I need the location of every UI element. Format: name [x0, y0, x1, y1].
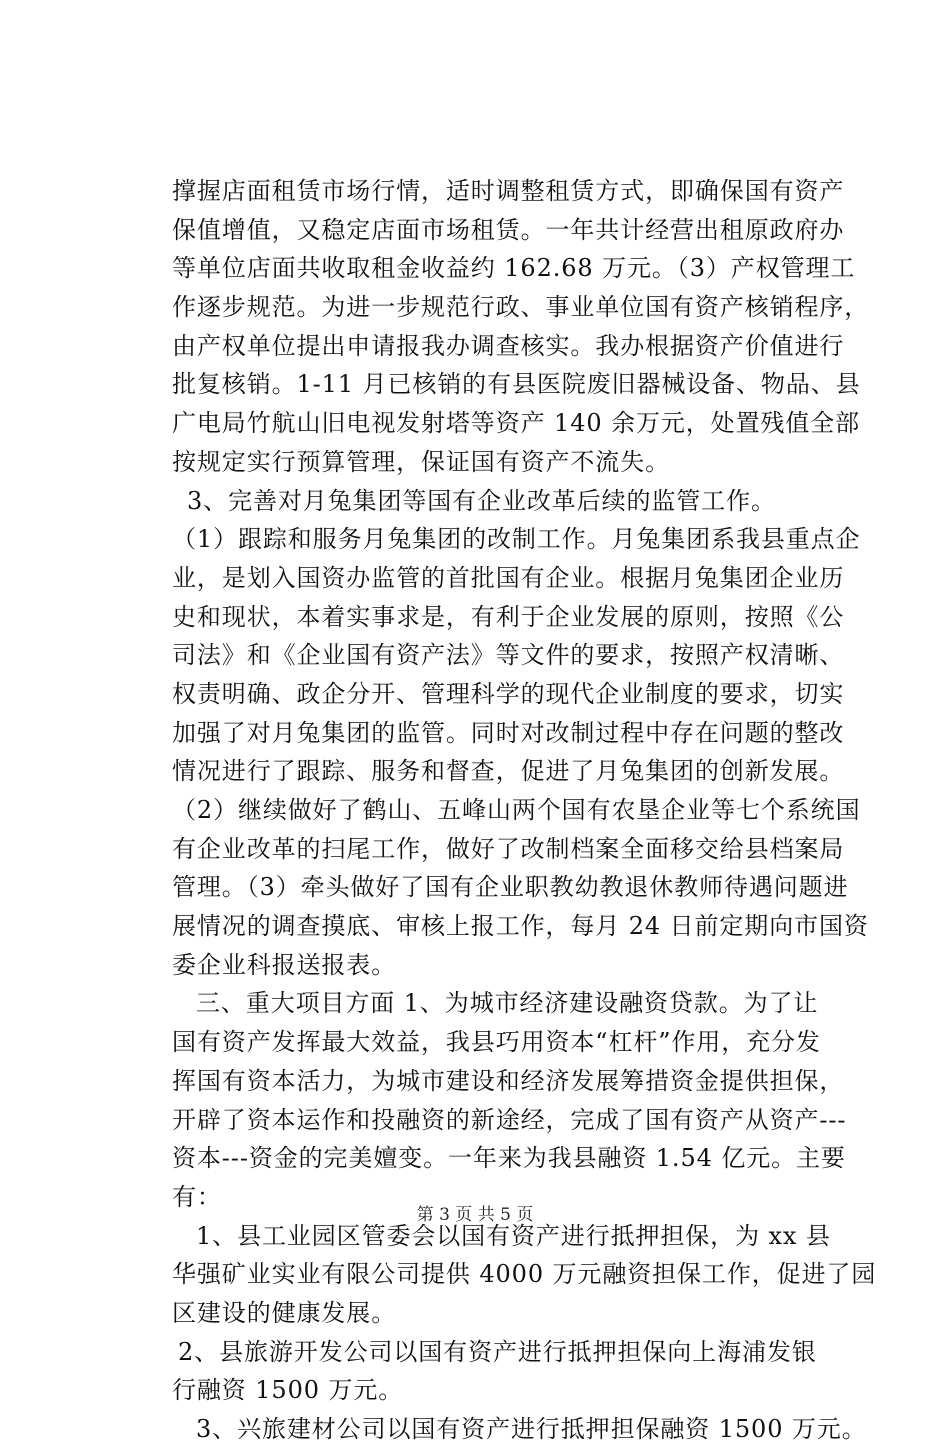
text-line: 撑握店面租赁市场行情，适时调整租赁方式，即确保国有资产 [172, 177, 845, 205]
text-line: 按规定实行预算管理，保证国有资产不流失。 [172, 447, 670, 476]
text-line: （2）继续做好了鹤山、五峰山两个国有农垦企业等七个系统国 [172, 796, 861, 824]
text-line: 有： [172, 1182, 222, 1211]
section-heading-line: 3、完善对月兔集团等国有企业改革后续的监管工作。 [187, 486, 776, 515]
text-line: 国有资产发挥最大效益，我县巧用资本“杠杆”作用，充分发 [172, 1028, 821, 1057]
text-line: 由产权单位提出申请报我办调查核实。我办根据资产价值进行 [172, 331, 845, 360]
text-line: 有企业改革的扫尾工作，做好了改制档案全面移交给县档案局 [172, 834, 845, 863]
text-line: 展情况的调查摸底、审核上报工作，每月 24 日前定期向市国资 [172, 912, 869, 941]
text-line: 保值增值，又稳定店面市场租赁。一年共计经营出租原政府办 [172, 215, 845, 244]
text-line: 管理。（3）牵头做好了国有企业职教幼教退休教师待遇问题进 [172, 873, 849, 902]
text-line: 司法》和《企业国有资产法》等文件的要求，按照产权清晰、 [172, 641, 845, 670]
list-item-line: 1、县工业园区管委会以国有资产进行抵押担保，为 xx 县 [196, 1221, 831, 1250]
document-body [172, 172, 877, 1449]
text-line: 资本---资金的完美嬗变。一年来为我县融资 1.54 亿元。主要 [172, 1144, 846, 1173]
text-line: 加强了对月兔集团的监管。同时对改制过程中存在问题的整改 [172, 718, 845, 747]
text-line: 区建设的健康发展。 [172, 1298, 397, 1327]
text-line: 委企业科报送报表。 [172, 950, 397, 979]
text-line: （1）跟踪和服务月兔集团的改制工作。月兔集团系我县重点企 [172, 525, 861, 554]
text-line: 批复核销。1-11 月已核销的有县医院废旧器械设备、物品、县 [172, 370, 861, 399]
text-line: 挥国有资本活力，为城市建设和经济发展筹措资金提供担保， [172, 1066, 845, 1095]
text-line: 业，是划入国资办监管的首批国有企业。根据月兔集团企业历 [172, 563, 845, 592]
text-line: 权责明确、政企分开、管理科学的现代企业制度的要求，切实 [172, 679, 845, 708]
text-line: 开辟了资本运作和投融资的新途经，完成了国有资产从资产--- [172, 1105, 847, 1134]
page-number: 第 3 页 共 5 页 [416, 1205, 534, 1225]
text-line: 华强矿业实业有限公司提供 4000 万元融资担保工作，促进了园 [172, 1260, 877, 1289]
list-item-line: 3、兴旅建材公司以国有资产进行抵押担保融资 1500 万元。 [196, 1415, 867, 1443]
text-line: 广电局竹航山旧电视发射塔等资产 140 余万元，处置残值全部 [172, 409, 861, 438]
text-line: 行融资 1500 万元。 [172, 1376, 404, 1405]
list-item-line: 2、县旅游开发公司以国有资产进行抵押担保向上海浦发银 [178, 1337, 817, 1366]
text-line: 等单位店面共收取租金收益约 162.68 万元。（3）产权管理工 [172, 254, 856, 283]
text-line: 作逐步规范。为进一步规范行政、事业单位国有资产核销程序， [172, 293, 870, 322]
section-heading-line: 三、重大项目方面 1、为城市经济建设融资贷款。为了让 [196, 989, 819, 1018]
text-line: 情况进行了跟踪、服务和督查，促进了月兔集团的创新发展。 [172, 757, 845, 786]
text-line: 史和现状，本着实事求是，有利于企业发展的原则，按照《公 [172, 602, 845, 631]
